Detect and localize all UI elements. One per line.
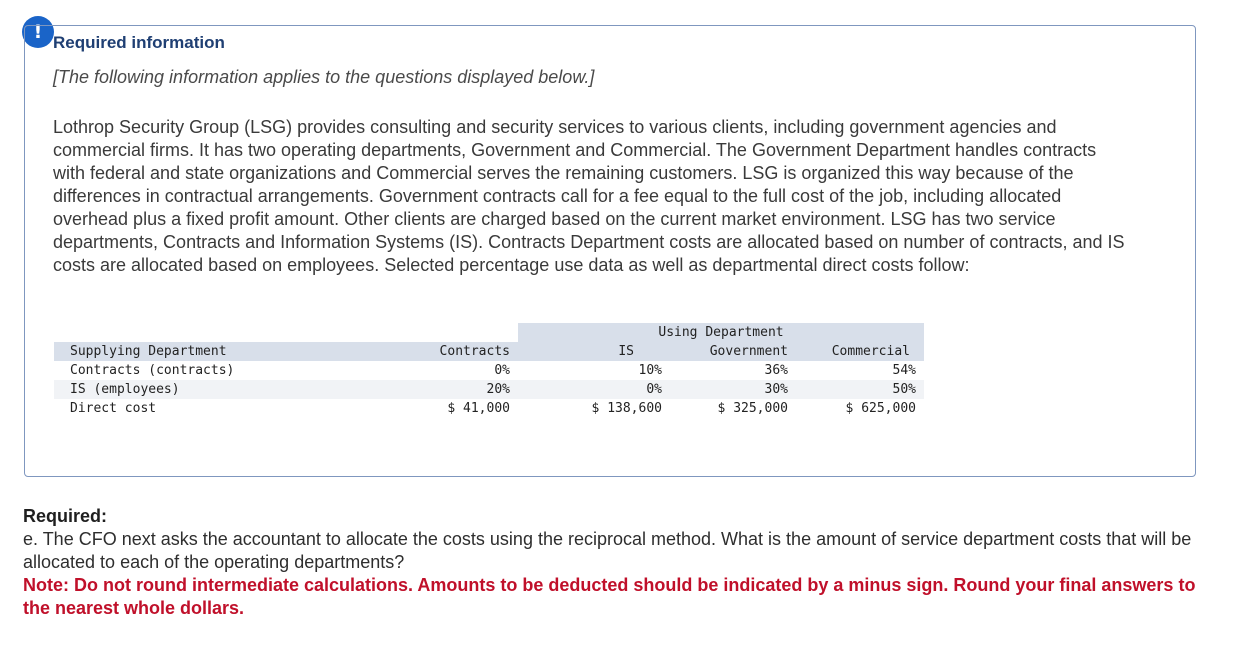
table-row: [54, 380, 1038, 399]
supplying-department-header: Supplying Department: [54, 342, 400, 361]
problem-description: Lothrop Security Group (LSG) provides consulting and security services to various clients, including government agencies and commercial firms. It has two operating departments, Government and Commercial. The Government Department handles contracts with federal and state organizations and Commercial serves the remaining customers. LSG is organized this way because of the differences in contractual arrangements. Government contracts call for a fee equal to the full cost of the job, including allocated overhead plus a fixed profit amount. Other clients are charged based on the current market environment. LSG has two service departments, Contracts and Information Systems (IS). Contracts Department costs are allocated based on number of contracts, and IS costs are allocated based on employees. Selected percentage use data as well as departmental direct costs follow:: [53, 117, 1125, 275]
cell-value: 20%: [400, 380, 518, 399]
cell-value: 30%: [670, 380, 796, 399]
cell-value: 10%: [518, 361, 670, 380]
column-header-commercial: Commercial: [796, 342, 924, 361]
column-header-is: IS: [518, 342, 670, 361]
table-row: [54, 399, 1038, 418]
cell-value: $ 325,000: [670, 399, 796, 418]
cell-value: $ 41,000: [400, 399, 518, 418]
rounding-note: Note: Do not round intermediate calculations. Amounts to be deducted should be indicated by a minus sign. Round your final answers to the nearest whole dollars.: [23, 575, 1196, 618]
cell-value: $ 625,000: [796, 399, 924, 418]
column-header-government: Government: [670, 342, 796, 361]
row-label: Contracts (contracts): [54, 361, 400, 380]
cell-value: 0%: [400, 361, 518, 380]
applies-note: [The following information applies to the questions displayed below.]: [53, 67, 595, 87]
percentage-use-table: [54, 323, 1038, 418]
cell-value: 0%: [518, 380, 670, 399]
row-label: IS (employees): [54, 380, 400, 399]
row-label: Direct cost: [54, 399, 400, 418]
cell-value: 50%: [796, 380, 924, 399]
cell-value: $ 138,600: [518, 399, 670, 418]
using-department-header: Using Department: [518, 323, 924, 342]
table-row: [54, 361, 1038, 380]
question-text: e. The CFO next asks the accountant to allocate the costs using the reciprocal method. What is the amount of service department costs that will be allocated to each of the operating departments?: [23, 529, 1192, 572]
required-section: [23, 505, 1213, 620]
column-header-contracts: Contracts: [400, 342, 518, 361]
required-information-title: Required information: [53, 33, 225, 52]
cell-value: 36%: [670, 361, 796, 380]
required-heading: Required:: [23, 506, 108, 526]
cell-value: 54%: [796, 361, 924, 380]
alert-icon: !: [22, 16, 54, 48]
